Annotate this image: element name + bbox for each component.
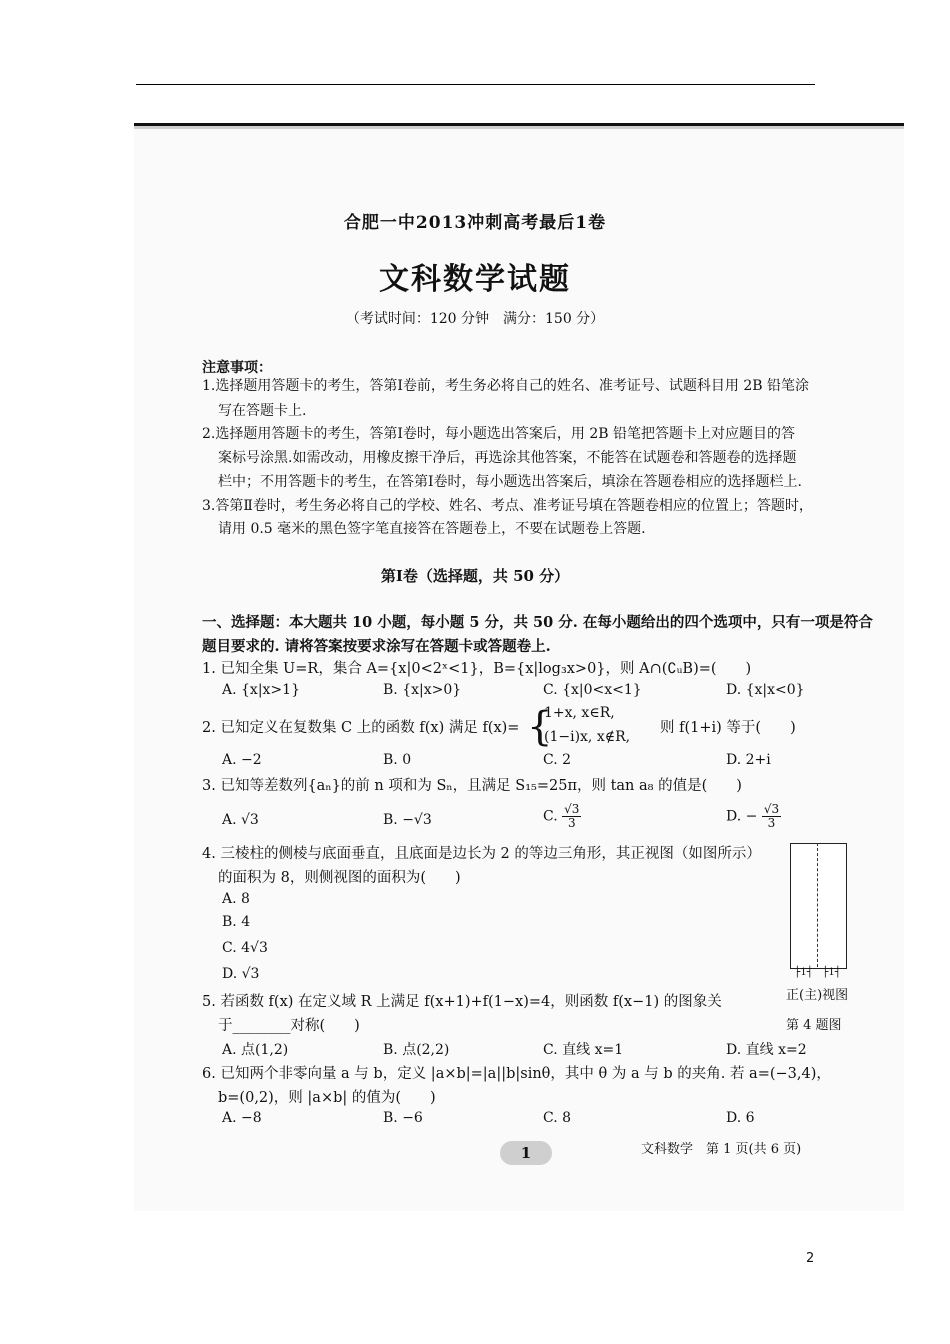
q3-option-a: A. √3 [222, 812, 259, 828]
footer-page-badge: 1 [500, 1141, 552, 1165]
fraction-numerator: √3 [564, 802, 580, 816]
q3-stem: 3. 已知等差数列{aₙ}的前 n 项和为 Sₙ，且满足 S₁₅=25π，则 tan a₈ 的值是( ) [202, 778, 742, 794]
q4-option-c: C. 4√3 [222, 940, 268, 956]
q2-option-a: A. −2 [222, 752, 262, 768]
q3-option-c-fraction [562, 803, 581, 830]
section-intro-2: 题目要求的. 请将答案按要求涂写在答题卡或答题卷上. [202, 638, 551, 655]
q4-figure-label: 第 4 题图 [786, 1018, 842, 1033]
q4-figure-dim-right: ├1┤ [822, 967, 841, 978]
q1-option-d: D. {x|x<0} [726, 682, 805, 698]
notice-line-5: 栏中；不用答题卡的考生，在答第Ⅰ卷时，每小题选出答案后，填涂在答题卷相应的选择题栏上. [218, 474, 802, 490]
q3-option-d-label: D. − [726, 808, 758, 825]
notice-line-6: 3.答第Ⅱ卷时，考生务必将自己的学校、姓名、考点、准考证号填在答题卷相应的位置上；答题时， [202, 498, 813, 514]
q6-option-c: C. 8 [543, 1110, 572, 1126]
q5-option-d: D. 直线 x=2 [726, 1042, 807, 1058]
scan-shadow [134, 126, 904, 129]
q4-option-d: D. √3 [222, 966, 260, 982]
notice-heading: 注意事项： [202, 360, 272, 376]
q1-option-a: A. {x|x>1} [222, 682, 300, 698]
exam-subtitle: 合肥一中2013冲刺高考最后1卷 [343, 213, 607, 233]
q4-figure-dim-left: ├1┤ [794, 967, 813, 978]
q3-option-d-fraction [762, 803, 781, 830]
page-number: 2 [806, 1251, 815, 1266]
q2-case-2: (1−i)x, x∉R, [544, 729, 631, 745]
q6-option-a: A. −8 [222, 1110, 262, 1126]
q4-front-view-figure [790, 843, 847, 969]
q6-line-1: 6. 已知两个非零向量 a 与 b，定义 |a×b|=|a||b|sinθ，其中 θ 为 a 与 b 的夹角. 若 a=(−3,4)， [202, 1066, 831, 1082]
q1-option-c: C. {x|0<x<1} [543, 682, 642, 698]
q2-brace: { [527, 704, 553, 750]
footer-page-info: 文科数学 第 1 页(共 6 页) [641, 1142, 802, 1157]
top-rule [136, 84, 815, 85]
q4-figure-center-line [817, 843, 818, 967]
q5-line-2: 于________对称( ) [218, 1018, 360, 1034]
q6-option-d: D. 6 [726, 1110, 755, 1126]
q6-line-2: b=(0,2)，则 |a×b| 的值为( ) [218, 1090, 436, 1106]
exam-title: 文科数学试题 [379, 262, 571, 297]
scan-top-edge [134, 123, 904, 126]
section-intro-1: 一、选择题：本大题共 10 小题，每小题 5 分，共 50 分. 在每小题给出的四个选项中，只有一项是符合 [202, 614, 873, 631]
dimension-value: 1 [800, 967, 807, 978]
q4-line-1: 4. 三棱柱的侧棱与底面垂直，且底面是边长为 2 的等边三角形，其正视图（如图所示） [202, 846, 761, 862]
notice-line-2: 写在答题卡上. [218, 403, 307, 419]
q2-option-b: B. 0 [383, 752, 412, 768]
q4-line-2: 的面积为 8，则侧视图的面积为( ) [218, 870, 461, 886]
q6-option-b: B. −6 [383, 1110, 423, 1126]
q2-option-d: D. 2+i [726, 752, 771, 768]
notice-line-4: 案标号涂黑.如需改动，用橡皮擦干净后，再选涂其他答案，不能答在试题卷和答题卷的选择题 [218, 450, 797, 466]
q4-figure-caption: 正(主)视图 [786, 988, 849, 1003]
section-title: 第Ⅰ卷（选择题，共 50 分） [380, 567, 570, 585]
q2-stem-post: 则 f(1+i) 等于( ) [660, 720, 796, 736]
q4-option-a: A. 8 [222, 891, 250, 907]
notice-line-3: 2.选择题用答题卡的考生，答第Ⅰ卷时，每小题选出答案后，用 2B 铅笔把答题卡上对应题目的答 [202, 426, 795, 442]
q3-option-d [726, 803, 781, 830]
q5-option-a: A. 点(1,2) [222, 1042, 289, 1058]
q2-stem-pre: 2. 已知定义在复数集 C 上的函数 f(x) 满足 f(x)= [202, 720, 520, 736]
q1-option-b: B. {x|x>0} [383, 682, 462, 698]
fraction-denominator: 3 [567, 816, 576, 830]
q5-option-c: C. 直线 x=1 [543, 1042, 624, 1058]
notice-line-1: 1.选择题用答题卡的考生，答第Ⅰ卷前，考生务必将自己的姓名、准考证号、试题科目用 2B 铅笔涂 [202, 378, 809, 394]
q2-case-1: 1+x, x∈R, [544, 705, 615, 721]
q3-option-c-label: C. [543, 808, 558, 825]
exam-time-info: （考试时间：120 分钟 满分：150 分） [345, 311, 605, 327]
fraction-denominator: 3 [767, 816, 776, 830]
fraction-numerator: √3 [763, 802, 780, 816]
q3-option-c [543, 803, 581, 830]
q3-option-b: B. −√3 [383, 812, 432, 828]
notice-line-7: 请用 0.5 毫米的黑色签字笔直接答在答题卷上，不要在试题卷上答题. [218, 521, 646, 537]
q5-line-1: 5. 若函数 f(x) 在定义域 R 上满足 f(x+1)+f(1−x)=4，则函数 f(x−1) 的图象关 [202, 994, 722, 1010]
dimension-value: 1 [828, 967, 835, 978]
q1-stem: 1. 已知全集 U=R，集合 A={x|0<2ˣ<1}，B={x|log₃x>0}，则 A∩(∁ᵤB)=( ) [202, 661, 752, 677]
q5-option-b: B. 点(2,2) [383, 1042, 450, 1058]
q4-option-b: B. 4 [222, 914, 251, 930]
q2-option-c: C. 2 [543, 752, 572, 768]
